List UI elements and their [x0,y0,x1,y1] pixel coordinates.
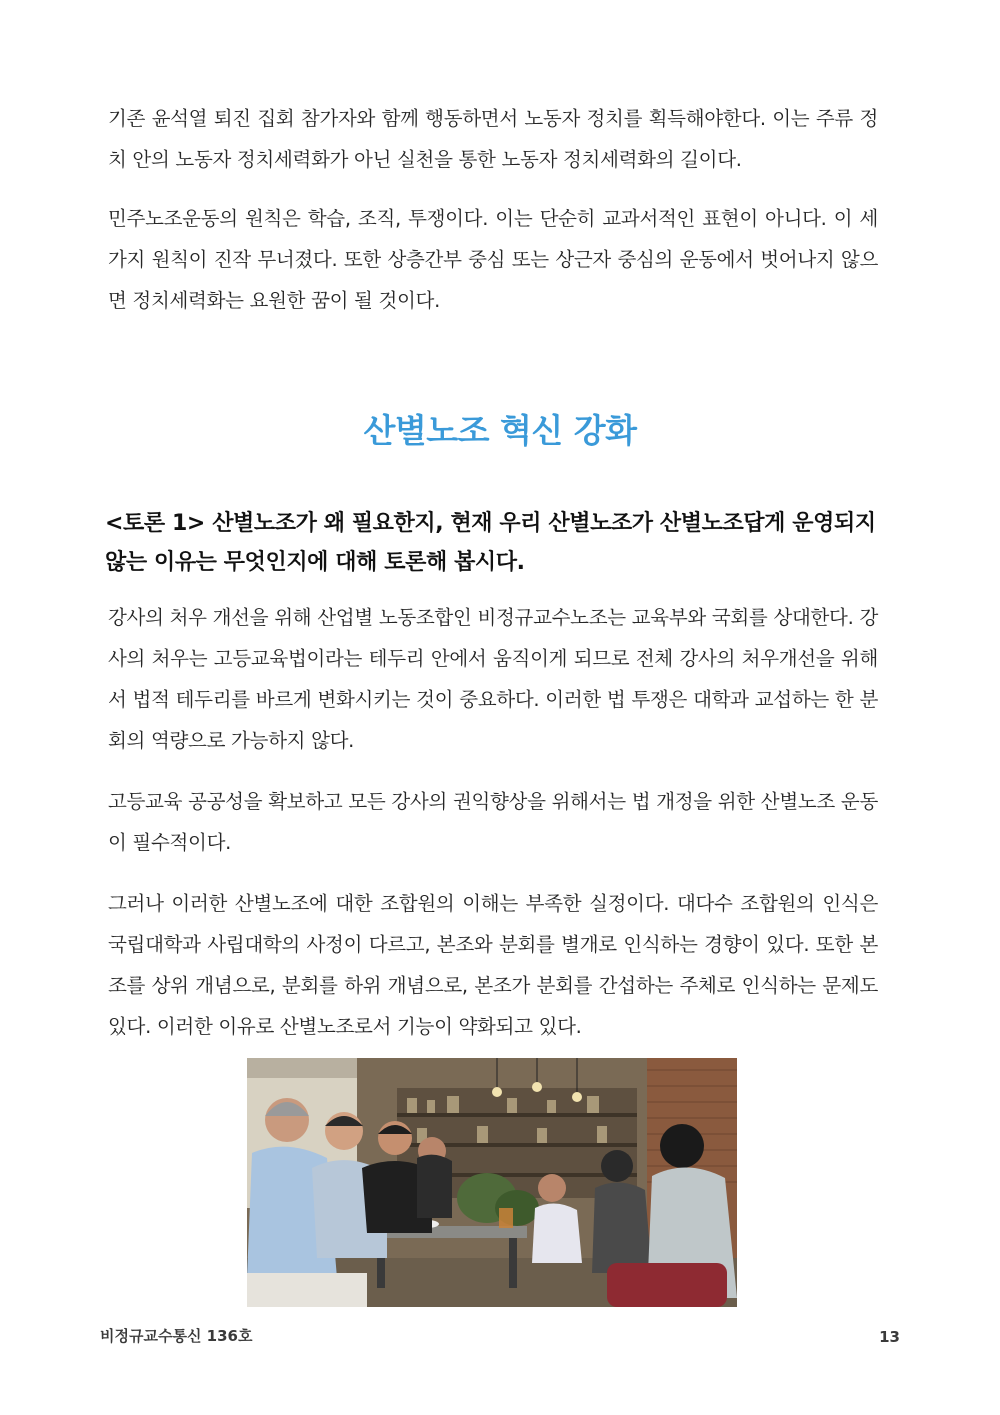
paragraph: 기존 윤석열 퇴진 집회 참가자와 함께 행동하면서 노동자 정치를 획득해야한다. 이는 주류 정치 안의 노동자 정치세력화가 아닌 실천을 통한 노동자 정치세력화의 길이다. [108,107,878,171]
publication-name: 비정규교수통신 136호 [100,1327,253,1345]
paragraph: 그러나 이러한 산별노조에 대한 조합원의 이해는 부족한 실정이다. 대다수 조합원의 인식은 국립대학과 사립대학의 사정이 다르고, 본조와 분회를 별개로 인식하는 경향이 있다. 또한 본조를 상위 개념으로, 분회를 하위 개념으로, 본조가 분회를 간섭하는 주체로 인식하는 문제도 있다. 이러한 이유로 산별노조로서 기능이 약화되고 있다. [108,892,878,1038]
paragraph: 민주노조운동의 원칙은 학습, 조직, 투쟁이다. 이는 단순히 교과서적인 표현이 아니다. 이 세 가지 원칙이 진작 무너졌다. 또한 상층간부 중심 또는 상근자 중심의 운동에서 벗어나지 않으면 정치세력화는 요원한 꿈이 될 것이다. [108,207,878,312]
section-title: 산별노조 혁신 강화 [363,411,637,450]
paragraph: 고등교육 공공성을 확보하고 모든 강사의 권익향상을 위해서는 법 개정을 위한 산별노조 운동이 필수적이다. [108,790,878,854]
paragraph: 강사의 처우 개선을 위해 산업별 노동조합인 비정규교수노조는 교육부와 국회를 상대한다. 강사의 처우는 고등교육법이라는 테두리 안에서 움직이게 되므로 전체 강사의 처우개선을 위해서 법적 테두리를 바르게 변화시키는 것이 중요하다. 이러한 법 투쟁은 대학과 교섭하는 한 분회의 역량으로 가능하지 않다. [108,606,878,752]
meeting-photo-illustration [247,1058,737,1307]
meeting-photo [247,1058,737,1307]
page-number: 13 [879,1328,900,1346]
discussion-topic: <토론 1> 산별노조가 왜 필요한지, 현재 우리 산별노조가 산별노조답게 운영되지 않는 이유는 무엇인지에 대해 토론해 봅시다. [105,511,876,575]
